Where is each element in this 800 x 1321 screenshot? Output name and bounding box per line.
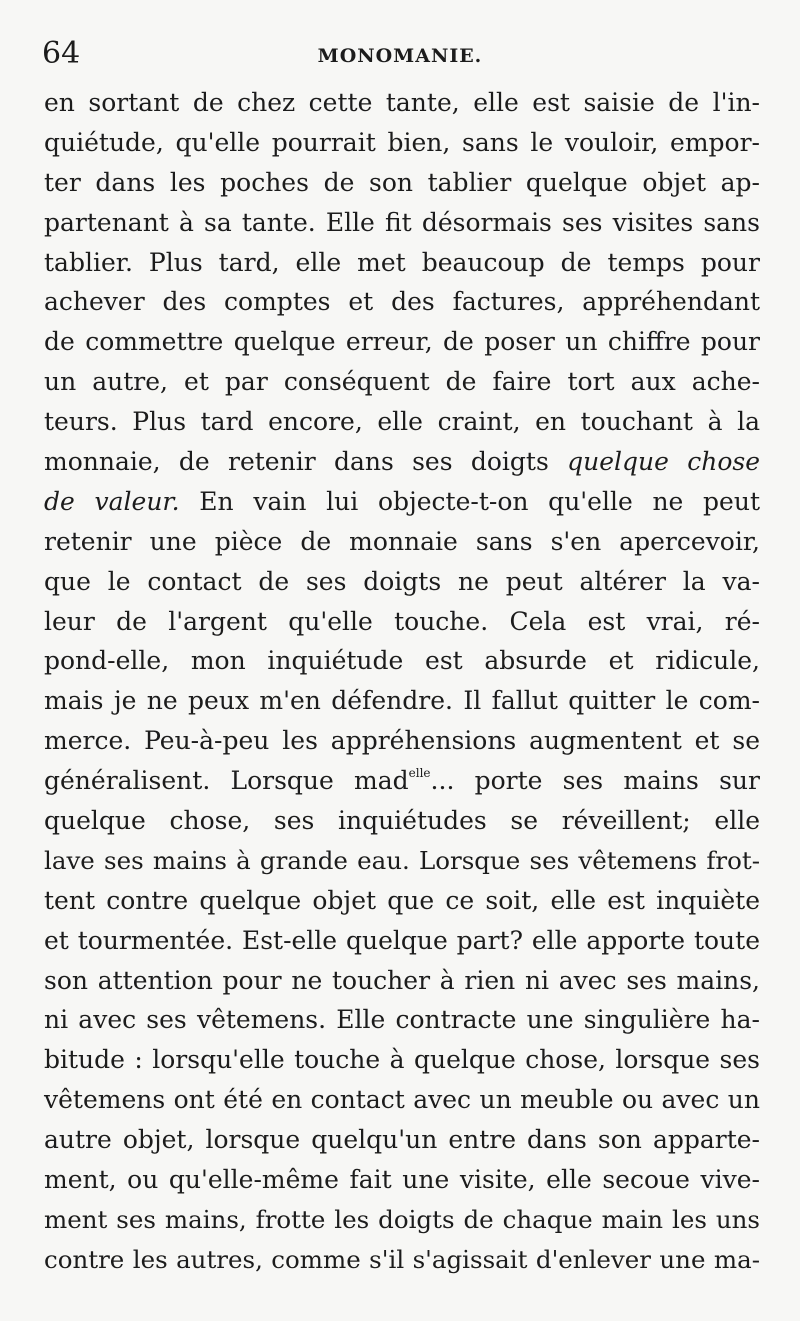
text-line: mais je ne peux m'en défendre. Il fallut quitter le com-: [44, 686, 760, 716]
text-line: [44, 761, 760, 801]
text-line: lave ses mains à grande eau. Lorsque ses vêtemens frot-: [44, 845, 760, 875]
text-line: partenant à sa tante. Elle fit désormais ses visites sans: [44, 207, 760, 237]
body-text: [44, 83, 760, 1280]
text-line: un autre, et par conséquent de faire tort aux ache-: [44, 367, 760, 397]
text-line: tent contre quelque objet que ce soit, elle est inquiète: [44, 885, 760, 915]
text-line: quelque chose, ses inquiétudes se réveillent; elle: [44, 806, 760, 836]
superscript: elle: [408, 766, 431, 781]
italic-text: de valeur.: [44, 486, 180, 516]
text-line: achever des comptes et des factures, appréhendant: [44, 287, 760, 317]
text-run: ... porte ses mains sur: [430, 766, 760, 796]
text-line: retenir une pièce de monnaie sans s'en apercevoir,: [44, 526, 760, 556]
text-run: généralisent. Lorsque mad: [44, 766, 409, 796]
text-line: [44, 482, 760, 522]
text-line: merce. Peu-à-peu les appréhensions augmentent et se: [44, 726, 760, 756]
text-line: bitude : lorsqu'elle touche à quelque chose, lorsque ses: [44, 1045, 760, 1075]
text-line: ment, ou qu'elle-même fait une visite, elle secoue vive-: [44, 1165, 760, 1195]
text-line: ni avec ses vêtemens. Elle contracte une singulière ha-: [44, 1005, 760, 1035]
text-line: son attention pour ne toucher à rien ni avec ses mains,: [44, 965, 760, 995]
text-line: leur de l'argent qu'elle touche. Cela est vrai, ré-: [44, 606, 760, 636]
page-header: [40, 36, 760, 80]
italic-text: quelque chose: [567, 447, 760, 477]
text-line: [44, 442, 760, 482]
text-line: ment ses mains, frotte les doigts de chaque main les uns: [44, 1204, 760, 1234]
text-line: autre objet, lorsque quelqu'un entre dans son apparte-: [44, 1125, 760, 1155]
text-line: contre les autres, comme s'il s'agissait d'enlever une ma-: [44, 1244, 760, 1274]
text-line: ter dans les poches de son tablier quelque objet ap-: [44, 167, 760, 197]
text-line: vêtemens ont été en contact avec un meuble ou avec un: [44, 1085, 760, 1115]
text-line: et tourmentée. Est-elle quelque part? elle apporte toute: [44, 925, 760, 955]
text-line: quiétude, qu'elle pourrait bien, sans le vouloir, empor-: [44, 127, 760, 157]
text-line: de commettre quelque erreur, de poser un chiffre pour: [44, 327, 760, 357]
text-line: tablier. Plus tard, elle met beaucoup de temps pour: [44, 247, 760, 277]
running-title: MONOMANIE.: [317, 45, 483, 67]
text-run: En vain lui objecte-t-on qu'elle ne peut: [179, 486, 760, 516]
text-line: que le contact de ses doigts ne peut altérer la va-: [44, 566, 760, 596]
page-number: 64: [42, 36, 81, 71]
text-line: teurs. Plus tard encore, elle craint, en touchant à la: [44, 407, 760, 437]
text-line: en sortant de chez cette tante, elle est saisie de l'in-: [44, 88, 760, 117]
text-line: pond-elle, mon inquiétude est absurde et ridicule,: [44, 646, 760, 676]
text-run: monnaie, de retenir dans ses doigts: [44, 447, 568, 477]
